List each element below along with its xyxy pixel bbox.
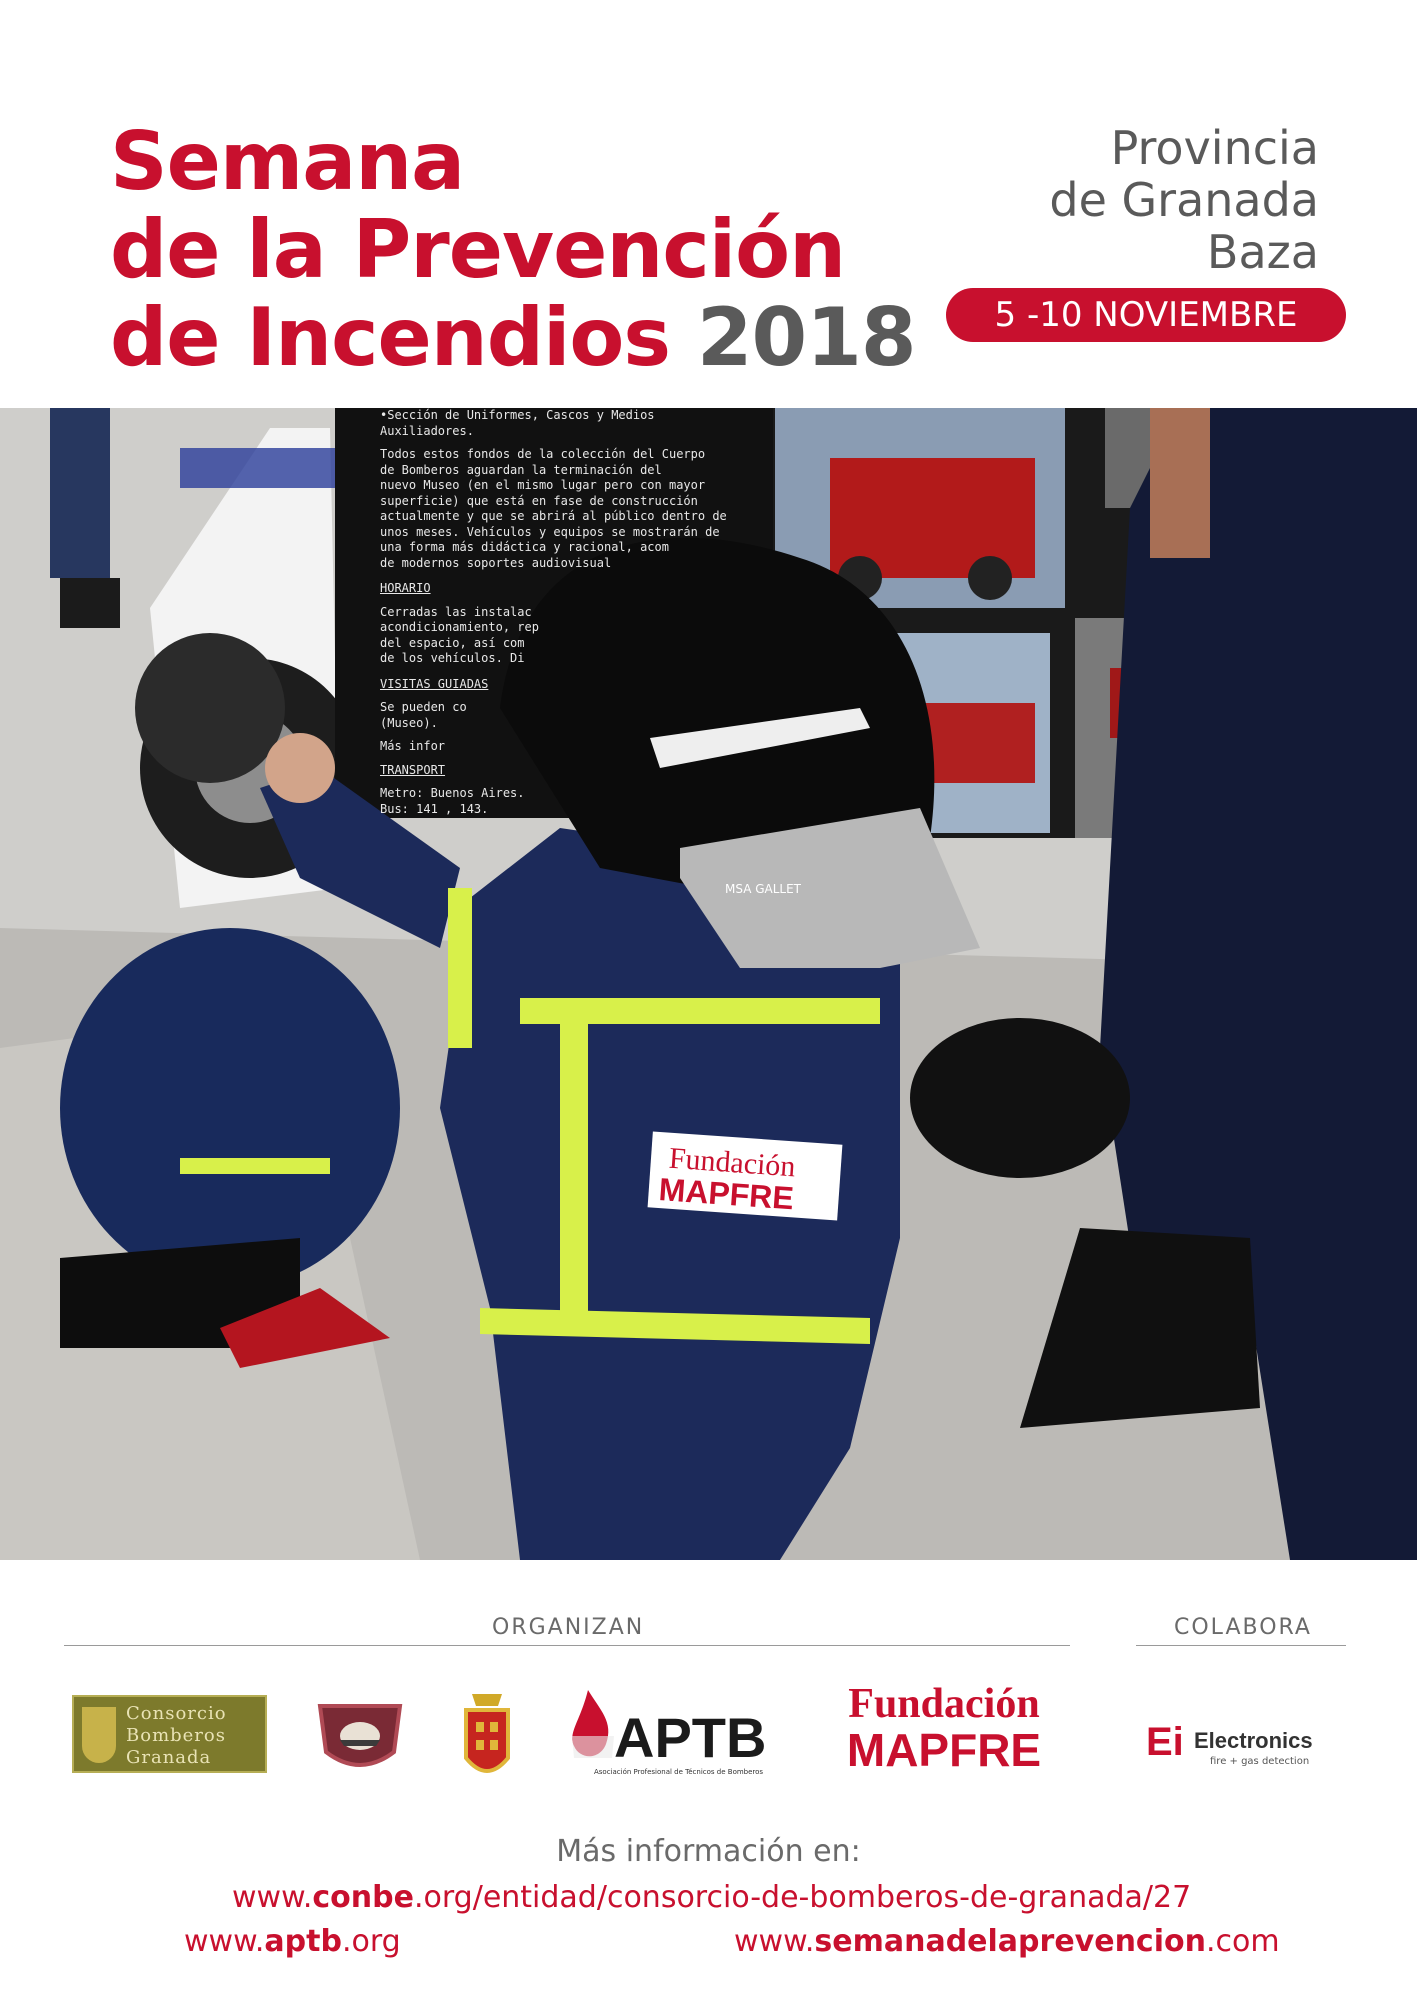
granada-shield-icon	[82, 1707, 116, 1763]
location-line-3: Baza	[1206, 225, 1319, 279]
url-conbe-prefix: www.	[232, 1880, 313, 1915]
helmet-label: MSA GALLET	[725, 882, 802, 896]
panel-line: unos meses. Vehículos y equipos se mostrarán de	[380, 524, 720, 539]
fundacion-text: Fundación	[848, 1681, 1040, 1727]
url-conbe-domain: conbe	[312, 1880, 414, 1915]
url-aptb-domain: aptb	[264, 1924, 342, 1959]
panel-heading: TRANSPORT	[380, 762, 446, 777]
title-line-2: de la Prevención	[110, 203, 846, 296]
ei-name: Electronics	[1194, 1728, 1313, 1753]
colabora-rule	[1136, 1645, 1346, 1646]
url-conbe[interactable]	[232, 1880, 1191, 1915]
date-badge: 5 -10 NOVIEMBRE	[946, 288, 1346, 342]
firefighter-helmet-badge-icon	[314, 1700, 406, 1780]
consorcio-logo-text	[126, 1703, 227, 1769]
hero-photo	[0, 408, 1417, 1560]
fundacion-mapfre-logo	[826, 1682, 1062, 1774]
url-semana-domain: semanadelaprevencion	[814, 1924, 1206, 1959]
panel-line: Más infor	[380, 739, 446, 753]
url-semana[interactable]	[734, 1924, 1280, 1959]
ei-tagline: fire + gas detection	[1210, 1756, 1310, 1767]
bomberos-badge-logo	[314, 1700, 406, 1784]
aptb-logo-text: APTB	[614, 1706, 767, 1769]
colabora-label: COLABORA	[1174, 1615, 1312, 1640]
panel-line: Metro: Buenos Aires.	[380, 786, 525, 800]
panel-line: de Bomberos aguardan la terminación del	[380, 462, 662, 477]
jacket-label-line-2: MAPFRE	[657, 1171, 795, 1217]
organizan-label: ORGANIZAN	[492, 1615, 645, 1640]
ei-electronics-logo	[1146, 1720, 1313, 1767]
title-line-1: Semana	[110, 115, 465, 208]
panel-line: •Sección de Uniformes, Cascos y Medios	[380, 408, 655, 422]
consorcio-line-3: Granada	[126, 1747, 212, 1768]
url-aptb-suffix: .org	[341, 1924, 401, 1959]
panel-line: de los vehículos. Di	[380, 651, 525, 665]
panel-line: acondicionamiento, rep	[380, 620, 539, 634]
title-line-3-text: de Incendios	[110, 291, 670, 384]
info-panel-text	[380, 408, 740, 817]
organizan-rule	[64, 1645, 1070, 1646]
url-aptb[interactable]	[184, 1924, 401, 1959]
title-year: 2018	[696, 291, 916, 384]
panel-line: actualmente y que se abrirá al público dentro de	[380, 509, 727, 523]
panel-line: nuevo Museo (en el mismo lugar pero con mayor	[380, 478, 706, 492]
aptb-logo-subtitle: Asociación Profesional de Técnicos de Bomberos	[594, 1768, 764, 1776]
panel-line: de modernos soportes audiovisual	[380, 555, 612, 570]
panel-heading: VISITAS GUIADAS	[380, 676, 489, 691]
panel-line: superficie) que está en fase de construcción	[380, 493, 698, 508]
panel-line: Todos estos fondos de la colección del Cuerpo	[380, 447, 706, 461]
baza-coat-of-arms	[462, 1688, 512, 1792]
location-line-2: de Granada	[1049, 173, 1319, 227]
poster-title	[110, 115, 916, 384]
panel-line: (Museo).	[380, 715, 438, 730]
consorcio-line-1: Consorcio	[126, 1703, 227, 1724]
coat-of-arms-icon	[462, 1688, 512, 1788]
location-line-1: Provincia	[1110, 121, 1319, 175]
more-info-label: Más información en:	[556, 1834, 861, 1869]
aptb-flame-icon	[566, 1688, 618, 1768]
panel-line: Bus: 141 , 143.	[380, 801, 489, 816]
panel-heading: HORARIO	[380, 581, 431, 595]
panel-line: Se pueden co	[380, 700, 467, 714]
consorcio-line-2: Bomberos	[126, 1725, 226, 1746]
url-aptb-prefix: www.	[184, 1924, 265, 1959]
panel-line: Auxiliadores.	[380, 423, 474, 438]
location	[1049, 122, 1319, 278]
jacket-label-line-1: Fundación	[667, 1141, 797, 1184]
title-line-3	[110, 291, 916, 384]
panel-line: del espacio, así com	[380, 635, 525, 650]
ei-mark: Ei	[1146, 1720, 1184, 1764]
panel-line: Cerradas las instalac	[380, 604, 532, 619]
url-semana-suffix: .com	[1205, 1924, 1280, 1959]
url-conbe-path: .org/entidad/consorcio-de-bomberos-de-granada/27	[413, 1880, 1192, 1915]
url-semana-prefix: www.	[734, 1924, 815, 1959]
consorcio-bomberos-logo	[72, 1695, 267, 1773]
panel-line: una forma más didáctica y racional, acom	[380, 540, 669, 554]
mapfre-text: MAPFRE	[846, 1724, 1042, 1776]
